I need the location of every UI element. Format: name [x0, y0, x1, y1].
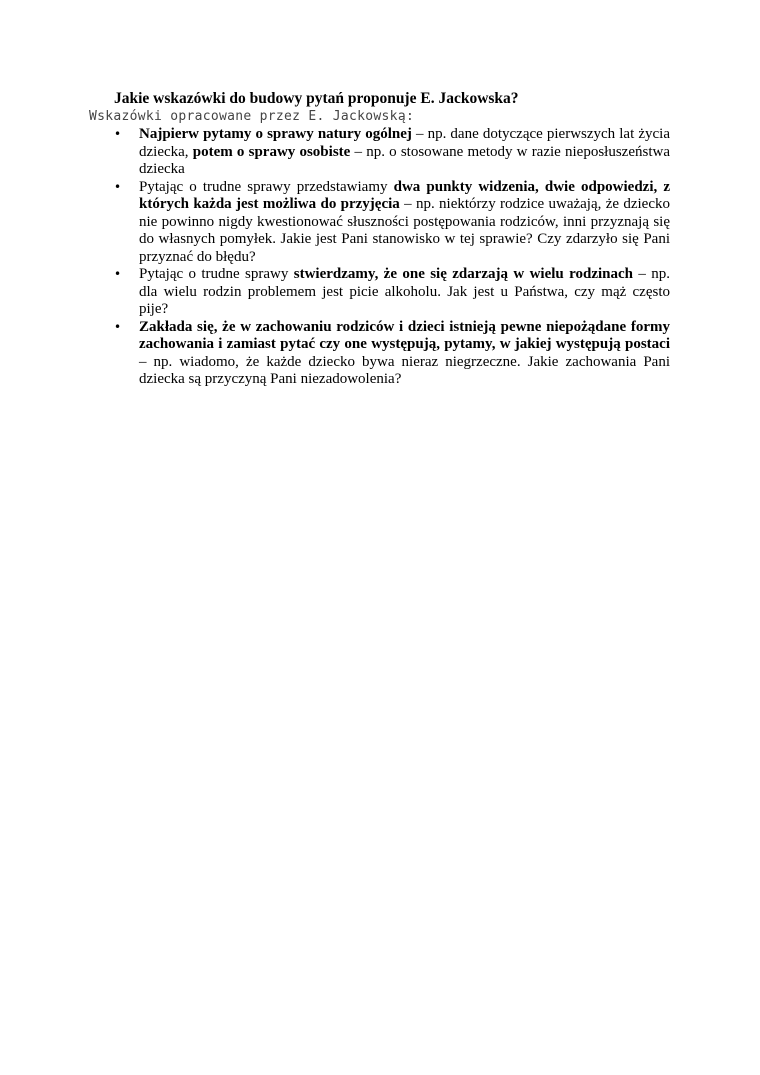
bullet-icon: • — [114, 127, 122, 141]
plain-phrase: – np. wiadomo, że każde dziecko bywa nieraz niegrzeczne. Jakie zachowania Pani dziecka są przyczyną Pani niezadowolenia? — [139, 353, 670, 387]
bold-phrase: potem o sprawy osobiste — [192, 143, 351, 160]
bullet-icon: • — [114, 319, 122, 334]
plain-phrase: Pytając o trudne sprawy przedstawiamy — [139, 178, 394, 195]
list-item-text — [139, 319, 670, 389]
bold-phrase: Zakłada się, że w zachowaniu rodziców i dzieci istnieją pewne niepożądane formy zachowania i zamiast pytać czy one występują, pytamy, w jakiej występują postaci — [139, 318, 670, 352]
bullet-icon: • — [114, 267, 122, 281]
plain-phrase: – np. niektórzy rodzice uważają, że dziecko nie powinno nigdy kwestionować słuszności postępowania rodziców, inni przyznają się do własnych pomyłek. Jakie jest Pani stanowisko w tej sprawie? Czy zdarzyło się Pani przyznać do błędu? — [139, 196, 670, 265]
list-item — [0, 319, 760, 389]
document-subheading: Wskazówki opracowane przez E. Jackowską: — [89, 109, 415, 124]
bold-phrase: Najpierw pytamy o sprawy natury ogólnej — [139, 126, 412, 142]
list-item — [0, 266, 760, 319]
list-item-text — [139, 266, 670, 319]
list-item — [0, 179, 760, 267]
list-item-text — [139, 179, 670, 267]
plain-phrase: – np. o stosowane metody w razie nieposłuszeństwa dziecka — [139, 143, 670, 177]
list-item — [0, 126, 760, 179]
plain-phrase: – np. dane dotyczące pierwszych lat życia dziecka, — [139, 126, 670, 160]
bullet-icon: • — [114, 179, 122, 194]
list-item-text — [139, 126, 670, 179]
document-heading: Jakie wskazówki do budowy pytań proponuje E. Jackowska? — [114, 90, 519, 107]
bold-phrase: dwa punkty widzenia, dwie odpowiedzi, z których każda jest możliwa do przyjęcia — [139, 178, 670, 212]
guidelines-list — [0, 126, 760, 389]
bold-phrase: stwierdzamy, że one się zdarzają w wielu rodzinach — [293, 266, 634, 282]
plain-phrase: – np. dla wielu rodzin problemem jest picie alkoholu. Jak jest u Państwa, czy mąż często pije? — [139, 266, 671, 317]
plain-phrase: Pytając o trudne sprawy — [139, 266, 294, 282]
